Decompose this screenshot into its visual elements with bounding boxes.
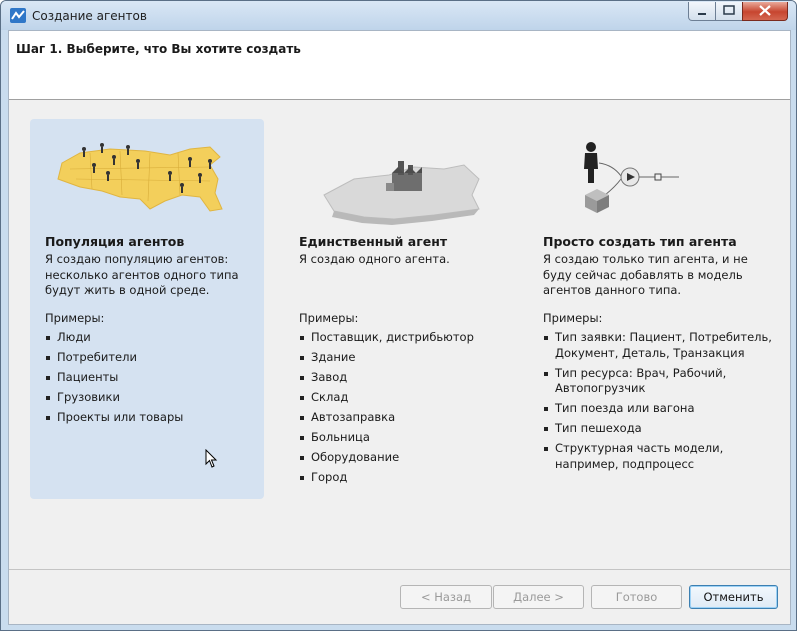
title-bar[interactable] (1, 1, 796, 30)
step-title: Шаг 1. Выберите, что Вы хотите создать (16, 42, 301, 56)
maximize-icon (724, 6, 734, 14)
examples-list (543, 330, 773, 477)
list-item: Потребители (45, 350, 260, 366)
close-button[interactable] (742, 2, 788, 21)
examples-label: Примеры: (543, 311, 603, 325)
next-button[interactable]: Далее > (493, 585, 584, 609)
examples-list (45, 330, 260, 430)
app-logo-icon (10, 8, 26, 23)
list-item: Грузовики (45, 390, 260, 406)
list-item: Здание (299, 350, 519, 366)
examples-label: Примеры: (45, 311, 105, 325)
list-item: Люди (45, 330, 260, 346)
list-item: Оборудование (299, 450, 519, 466)
list-item: Пациенты (45, 370, 260, 386)
cancel-button[interactable]: Отменить (689, 585, 778, 609)
list-item: Структурная часть модели, например, подпроцесс (543, 441, 773, 472)
option-description: Я создаю популяцию агентов: несколько агентов одного типа будут жить в одной среде. (45, 252, 239, 297)
footer-divider (9, 569, 790, 570)
wizard-header (9, 31, 790, 100)
option-description: Я создаю одного агента. (299, 252, 450, 266)
option-title: Единственный агент (299, 234, 448, 249)
option-title: Популяция агентов (45, 234, 185, 249)
option-population[interactable] (30, 119, 264, 499)
factory-map-icon (314, 145, 484, 225)
agent-type-diagram-icon (569, 139, 689, 219)
mouse-cursor-icon (205, 449, 219, 469)
list-item: Завод (299, 370, 519, 386)
option-single-agent[interactable] (284, 119, 524, 499)
population-map-icon (50, 131, 240, 216)
list-item: Поставщик, дистрибьютор (299, 330, 519, 346)
list-item: Тип поезда или вагона (543, 401, 773, 417)
list-item: Тип пешехода (543, 421, 773, 437)
finish-button[interactable]: Готово (591, 585, 682, 609)
list-item: Город (299, 470, 519, 486)
list-item: Склад (299, 390, 519, 406)
examples-label: Примеры: (299, 311, 359, 325)
maximize-button[interactable] (715, 2, 743, 21)
list-item: Больница (299, 430, 519, 446)
window-title: Создание агентов (32, 9, 147, 23)
minimize-icon (698, 13, 706, 15)
dialog-client (8, 30, 791, 625)
option-title: Просто создать тип агента (543, 234, 737, 249)
close-icon (760, 6, 770, 15)
minimize-button[interactable] (688, 2, 716, 21)
list-item: Автозаправка (299, 410, 519, 426)
option-description: Я создаю только тип агента, и не буду сейчас добавлять в модель агентов данного типа. (543, 252, 748, 297)
list-item: Тип ресурса: Врач, Рабочий, Автопогрузчик (543, 366, 773, 397)
list-item: Проекты или товары (45, 410, 260, 426)
option-agent-type[interactable] (529, 119, 779, 499)
back-button[interactable]: < Назад (400, 585, 492, 609)
examples-list (299, 330, 519, 490)
list-item: Тип заявки: Пациент, Потребитель, Документ, Деталь, Транзакция (543, 330, 773, 361)
